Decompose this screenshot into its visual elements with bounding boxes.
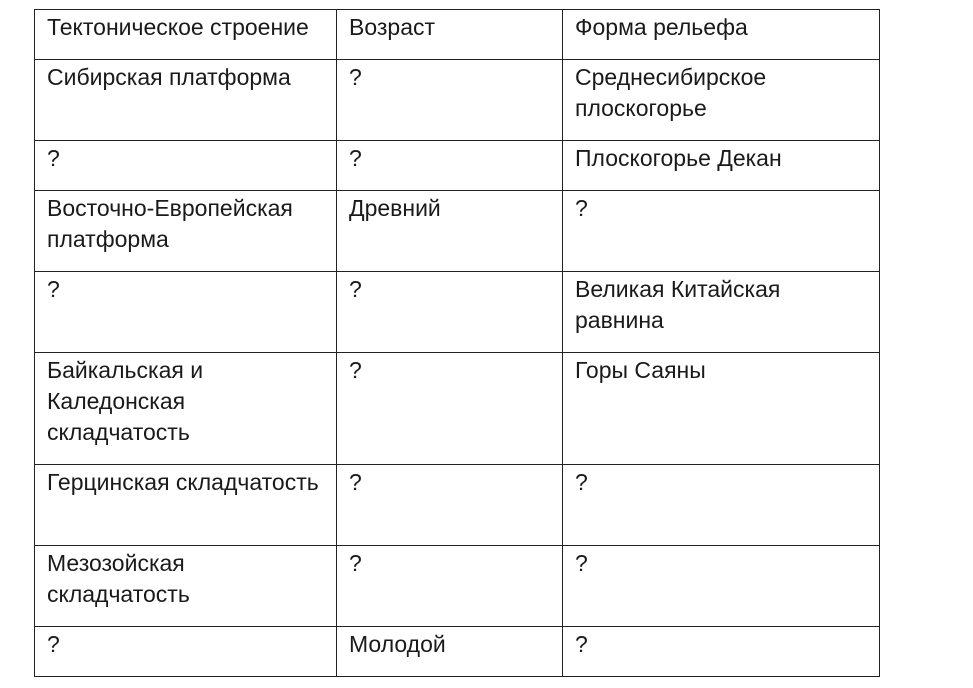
table-row <box>35 627 880 677</box>
table-cell: ? <box>35 627 337 677</box>
table-row <box>35 60 880 141</box>
table-cell: Горы Саяны <box>563 353 880 465</box>
table-cell: ? <box>563 627 880 677</box>
table-cell: ? <box>337 60 563 141</box>
table-cell: Сибирская платформа <box>35 60 337 141</box>
table-cell: Восточно-Европейская платформа <box>35 191 337 272</box>
table-cell: ? <box>35 272 337 353</box>
table-cell: ? <box>337 272 563 353</box>
table-cell: ? <box>337 141 563 191</box>
table-row <box>35 272 880 353</box>
table-cell: Плоскогорье Декан <box>563 141 880 191</box>
header-cell-structure: Тектоническое строение <box>35 10 337 60</box>
table-cell: Древний <box>337 191 563 272</box>
table-cell: Молодой <box>337 627 563 677</box>
table-cell: ? <box>35 141 337 191</box>
table-cell: ? <box>337 465 563 546</box>
table-row <box>35 191 880 272</box>
table-header-row <box>35 10 880 60</box>
header-cell-relief: Форма рельефа <box>563 10 880 60</box>
table-row <box>35 546 880 627</box>
tectonics-table <box>34 9 880 677</box>
table-cell: Великая Китайская равнина <box>563 272 880 353</box>
table-row <box>35 141 880 191</box>
table-cell: Герцинская складчатость <box>35 465 337 546</box>
table-cell: ? <box>563 546 880 627</box>
table-cell: ? <box>563 191 880 272</box>
table-cell: ? <box>337 353 563 465</box>
table-cell: ? <box>563 465 880 546</box>
table-cell: Среднесибирское плоскогорье <box>563 60 880 141</box>
header-cell-age: Возраст <box>337 10 563 60</box>
table-row <box>35 465 880 546</box>
table-cell: Байкальская и Каледонская складчатость <box>35 353 337 465</box>
table-cell: ? <box>337 546 563 627</box>
table-row <box>35 353 880 465</box>
table-cell: Мезозойская складчатость <box>35 546 337 627</box>
